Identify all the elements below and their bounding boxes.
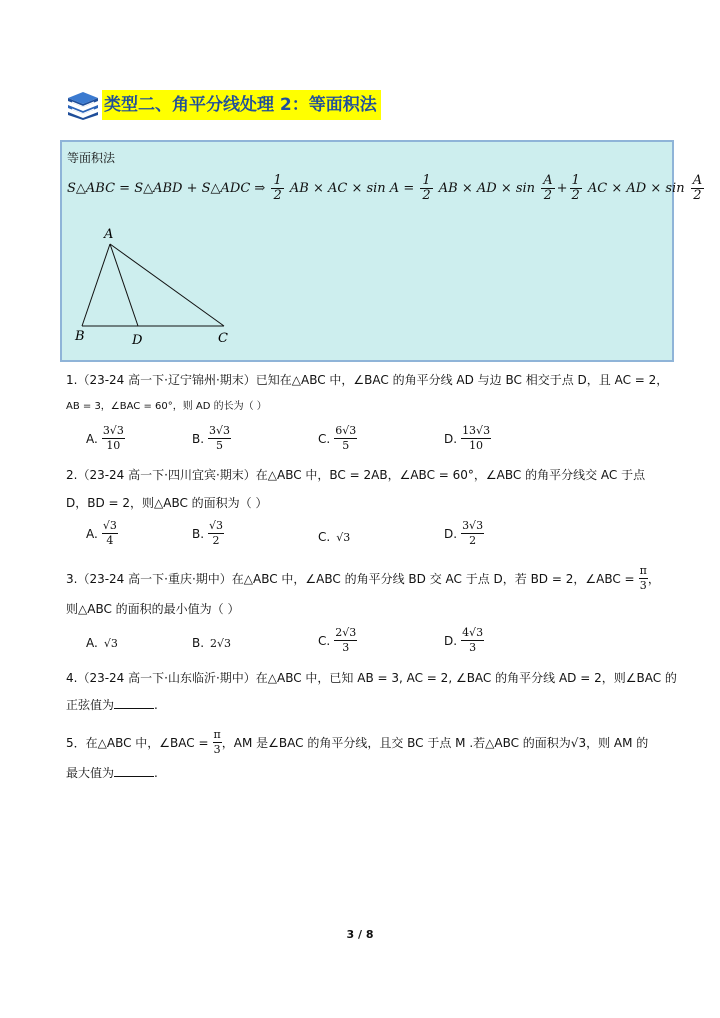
q2-line2: D，BD = 2，则△ABC 的面积为（ ） <box>66 496 268 510</box>
formula-left: S△ABC = S△ABD + S△ADC ⇒ <box>67 181 266 196</box>
q5-line1: 5．在△ABC 中，∠BAC = $\frac{\pi}{3}$ ，AM 是∠BAC 的角平分线，且交 BC 于点 M .若△ABC 的面积为√3，则 AM 的 <box>66 728 649 756</box>
triangle-diagram <box>62 222 262 352</box>
label-b: B <box>75 329 85 344</box>
q4-answer-blank[interactable] <box>114 696 154 709</box>
q3-option-c[interactable]: C. 2√3 3 <box>318 626 357 654</box>
formula-term-3: AC × AD × sin <box>587 181 685 196</box>
q2-line1: 2.（23-24 高一下·四川宜宾·期末）在△ABC 中，BC = 2AB，∠ABC = 60°，∠ABC 的角平分线交 AC 于点 <box>66 468 646 482</box>
q3-pi-frac: $\frac{\pi}{3}$ <box>639 564 647 592</box>
q3-option-a[interactable]: A. √3 <box>86 636 118 650</box>
q1-line2: AB = 3，∠BAC = 60°，则 AD 的长为（ ） <box>66 401 267 412</box>
label-a: A <box>104 227 114 242</box>
formula-box <box>60 140 703 362</box>
q3-line2: 则△ABC 的面积的最小值为（ ） <box>66 602 240 616</box>
q3-option-b[interactable]: B. 2√3 <box>192 636 232 650</box>
page-number: 3 / 8 <box>346 928 374 941</box>
heading-text: 类型二、角平分线处理 2：等面积法 <box>102 90 381 120</box>
frac-a2-1: $\frac{A}{2}$ <box>543 173 553 203</box>
q5-answer-blank[interactable] <box>114 764 154 777</box>
books-icon <box>66 90 100 120</box>
box-title: 等面积法 <box>67 151 116 165</box>
q3-option-d[interactable]: D. 4√3 3 <box>444 626 484 654</box>
formula-plus: + <box>556 181 568 196</box>
q2-option-a[interactable]: A. √3 4 <box>86 519 117 547</box>
frac-half-2: $\frac{1}{2}$ <box>422 173 431 203</box>
q1-option-a[interactable]: A. 3√3 10 <box>86 424 124 452</box>
q1-option-c[interactable]: C. 6√3 5 <box>318 424 357 452</box>
q1-option-b[interactable]: B. 3√3 5 <box>192 424 231 452</box>
q3-line1: 3.（23-24 高一下·重庆·期中）在△ABC 中，∠ABC 的角平分线 BD 交 AC 于点 D，若 BD = 2，∠ABC = $\frac{\pi}{3}$ ， <box>66 564 660 592</box>
formula-term-2: AB × AD × sin <box>438 181 536 196</box>
q4-line2: 正弦值为 . <box>66 698 158 712</box>
side-ac <box>110 244 224 326</box>
frac-half-3: $\frac{1}{2}$ <box>571 173 580 203</box>
side-ab <box>82 244 110 326</box>
section-heading <box>66 89 381 121</box>
label-d: D <box>132 333 143 348</box>
q4-line1: 4.（23-24 高一下·山东临沂·期中）在△ABC 中，已知 AB = 3, AC = 2, ∠BAC 的角平分线 AD = 2，则∠BAC 的 <box>66 671 677 685</box>
q1-option-d[interactable]: D. 13√3 10 <box>444 424 491 452</box>
formula-term-1: AB × AC × sin A = <box>289 181 415 196</box>
q1-line1: 1.（23-24 高一下·辽宁锦州·期末）已知在△ABC 中，∠BAC 的角平分线 AD 与边 BC 相交于点 D，且 AC = 2， <box>66 373 669 387</box>
q5-pi-frac: $\frac{\pi}{3}$ <box>213 728 221 756</box>
bisector-ad <box>110 244 138 326</box>
frac-half-1: $\frac{1}{2}$ <box>273 173 282 203</box>
q2-option-c[interactable]: C. √3 <box>318 530 351 544</box>
q5-line2: 最大值为 . <box>66 766 158 780</box>
label-c: C <box>218 331 228 346</box>
area-formula <box>67 174 706 203</box>
q2-option-b[interactable]: B. √3 2 <box>192 519 224 547</box>
frac-a2-2: $\frac{A}{2}$ <box>692 173 703 203</box>
q2-option-d[interactable]: D. 3√3 2 <box>444 519 484 547</box>
